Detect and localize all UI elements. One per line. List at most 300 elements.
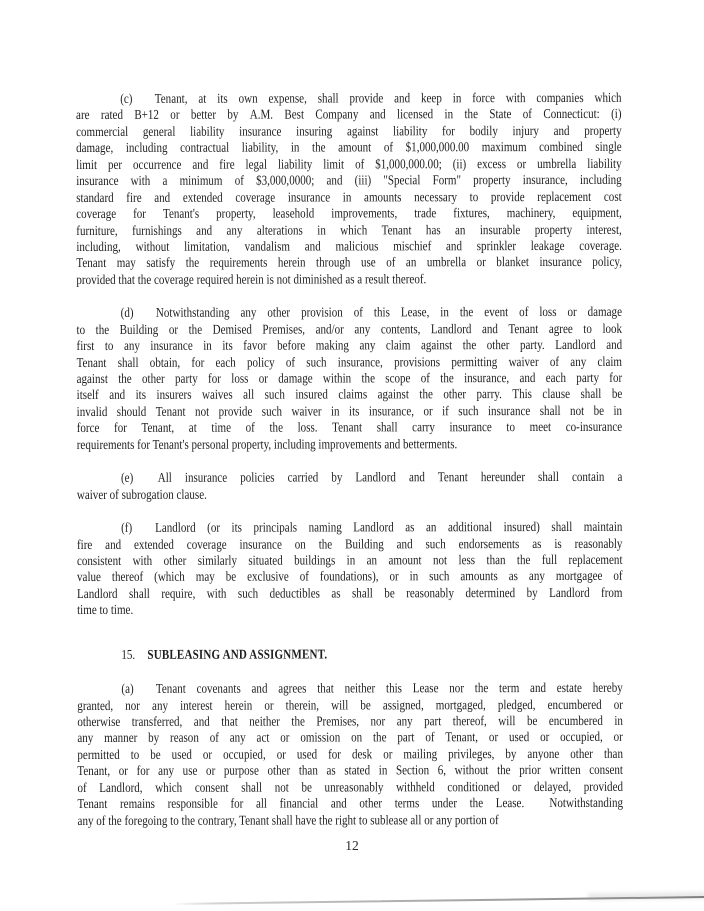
word: malicious: [335, 238, 379, 254]
word: (or: [207, 519, 221, 535]
word: as: [508, 568, 518, 584]
text-line: [76, 106, 622, 124]
word: including: [579, 172, 622, 188]
word: provision: [301, 304, 343, 320]
word: "Special: [383, 172, 421, 188]
word: Lease,: [400, 304, 430, 320]
word: and: [408, 469, 425, 485]
word: to: [469, 188, 479, 204]
word: keep: [420, 90, 442, 106]
word: unreasonably: [324, 779, 384, 795]
word: such: [458, 403, 479, 419]
word: situated: [248, 552, 283, 568]
word: be: [301, 779, 312, 795]
word: used: [171, 746, 192, 762]
word: of: [420, 370, 430, 386]
word: any: [152, 697, 169, 713]
word: of: [386, 254, 396, 270]
word: necessary: [414, 188, 458, 204]
word: licensed: [396, 106, 434, 122]
word: all: [255, 795, 268, 811]
word: other: [570, 745, 593, 761]
word: and: [519, 370, 536, 386]
word: herein: [224, 697, 253, 713]
word: consent: [194, 779, 229, 795]
word: look: [602, 320, 623, 336]
word: to: [506, 419, 516, 435]
word: responsible: [167, 795, 218, 811]
word: and: [105, 536, 122, 552]
word: Premises,: [316, 713, 360, 729]
word: hereunder: [480, 469, 526, 485]
paragraph-label: (f): [121, 519, 133, 535]
word: limit: [76, 156, 98, 172]
text-line: [77, 337, 623, 355]
word: value: [77, 569, 101, 585]
word: fixtures,: [453, 205, 490, 221]
word: maximum: [481, 139, 527, 155]
word: Notwithstanding: [549, 795, 624, 811]
word: damage: [278, 370, 313, 386]
word: making: [315, 337, 349, 353]
word: requirements: [209, 254, 268, 271]
word: cost: [603, 188, 622, 204]
word: as: [405, 519, 415, 535]
word: consistent: [76, 552, 122, 568]
word: shall: [551, 519, 573, 535]
text-line: [77, 713, 623, 731]
word: damage,: [76, 140, 114, 156]
word: expense,: [268, 90, 307, 106]
word: any: [570, 353, 587, 369]
word: or: [264, 697, 274, 713]
word: at: [198, 90, 207, 106]
word: by: [148, 730, 160, 746]
word: (i): [611, 106, 622, 122]
word: and: [481, 320, 498, 336]
word: financial: [279, 795, 319, 811]
text-line: [76, 254, 622, 272]
word: Tenant's: [162, 205, 200, 221]
word: single: [595, 139, 622, 155]
word: meet: [529, 419, 552, 435]
word: nor: [125, 697, 140, 713]
word: by: [505, 745, 517, 761]
word: B+12: [134, 107, 159, 123]
word: $1,000,000.00;: [375, 155, 442, 172]
word: obtain,: [149, 354, 181, 370]
word: Company: [315, 106, 359, 122]
word: insurers: [156, 387, 192, 403]
word: a: [617, 469, 623, 485]
word: such: [429, 568, 450, 584]
word: amounts: [364, 188, 402, 205]
word: of: [299, 568, 309, 584]
word: nor: [449, 680, 465, 696]
word: buildings: [294, 552, 336, 568]
word: contractual: [180, 139, 230, 156]
word: be: [225, 569, 237, 585]
word: or: [613, 729, 623, 745]
word: own: [238, 90, 258, 106]
word: favor: [243, 337, 267, 353]
word: part: [397, 729, 415, 745]
word: Landlord: [430, 320, 472, 336]
word: insurance: [239, 536, 282, 552]
word: the: [269, 419, 283, 435]
word: Tenant,: [445, 729, 479, 745]
word: trade: [414, 205, 437, 221]
word: in: [409, 568, 419, 584]
word: shall: [117, 354, 139, 370]
text-line: [76, 238, 622, 256]
word: not: [195, 403, 210, 419]
word: Demised: [212, 321, 252, 337]
word: general: [142, 123, 176, 139]
word: Tenant: [508, 320, 539, 336]
word: any: [226, 222, 243, 238]
word: standard: [76, 189, 114, 205]
word: for: [191, 354, 205, 370]
word: insurance: [287, 189, 331, 205]
word: be: [150, 746, 161, 762]
word: umbrella: [426, 254, 467, 270]
word: in: [613, 402, 623, 418]
word: (which: [154, 569, 185, 585]
word: used: [508, 729, 530, 745]
text-line: [77, 519, 623, 537]
word: occupied,: [223, 746, 266, 762]
word: shall: [128, 585, 150, 601]
word: waiver: [508, 353, 539, 369]
word: Notwithstanding: [155, 304, 230, 321]
word: insurance,: [337, 353, 383, 370]
word: delayed,: [533, 778, 572, 794]
word: and: [606, 336, 623, 353]
word: of: [613, 568, 623, 584]
word: other: [443, 386, 467, 402]
word: Landlord: [549, 584, 590, 600]
text-line: [77, 746, 623, 764]
word: not: [432, 552, 448, 568]
word: and: [396, 535, 413, 551]
word: Connecticut:: [543, 106, 600, 122]
word: insured): [503, 519, 540, 535]
word: such: [237, 585, 259, 601]
word: interest,: [586, 221, 622, 237]
word: full: [541, 551, 558, 567]
paragraph-label: (e): [120, 470, 134, 486]
word: in: [346, 552, 356, 568]
word: as: [532, 535, 542, 551]
word: for: [609, 369, 623, 385]
word: the: [459, 304, 474, 320]
word: and: [553, 122, 570, 138]
word: insuring: [296, 123, 333, 139]
word: time: [211, 419, 232, 436]
word: than: [486, 552, 506, 568]
word: contents,: [380, 320, 421, 337]
word: part: [424, 713, 442, 729]
word: with: [206, 585, 227, 601]
word: remains: [119, 796, 155, 812]
text-line: time to time.: [77, 602, 134, 618]
word: which: [155, 779, 183, 795]
word: Tenant: [437, 469, 468, 485]
word: an: [366, 552, 378, 568]
scan-artifact-smudge: [588, 892, 704, 899]
word: co-insurance: [565, 419, 623, 435]
word: herein: [277, 254, 306, 270]
word: fire: [76, 536, 93, 552]
word: its: [135, 387, 147, 403]
word: 6,: [437, 762, 447, 778]
word: any: [528, 568, 545, 584]
word: and: [304, 238, 321, 254]
word: insurance,: [464, 370, 510, 386]
word: Lease: [412, 680, 439, 696]
word: conditioned: [447, 778, 500, 794]
word: in: [378, 762, 388, 778]
word: amounts: [460, 568, 498, 584]
word: covenants: [196, 680, 241, 696]
word: for: [328, 746, 341, 762]
text-line: [76, 321, 622, 339]
word: carried: [287, 469, 319, 485]
word: claim: [597, 353, 623, 369]
word: minimum: [179, 172, 223, 188]
word: additional: [447, 519, 493, 535]
word: party: [576, 369, 599, 385]
section-heading: [77, 646, 623, 664]
word: be: [384, 585, 395, 601]
word: on: [351, 729, 363, 745]
word: rated: [100, 107, 123, 123]
text-line: [77, 386, 623, 404]
word: foundations),: [319, 568, 379, 584]
word: or: [118, 763, 128, 779]
word: and: [369, 106, 386, 122]
text-line: [76, 139, 622, 157]
word: A.M.: [249, 107, 274, 123]
word: policy,: [592, 254, 622, 270]
word: endorsements: [458, 535, 520, 551]
word: or: [206, 763, 216, 779]
word: the: [311, 139, 326, 155]
word: with: [505, 90, 526, 106]
word: mortgagee: [555, 568, 603, 584]
word: shall: [539, 402, 561, 418]
text-line: waiver of subrogation clause.: [76, 486, 207, 502]
word: force: [76, 420, 100, 436]
word: (iii): [354, 172, 372, 188]
word: fire: [126, 189, 142, 205]
word: property,: [216, 205, 256, 221]
word: may: [116, 255, 136, 271]
word: damage: [587, 304, 622, 320]
word: should: [116, 403, 147, 419]
word: use: [182, 763, 198, 779]
word: each: [215, 354, 236, 370]
word: by: [227, 107, 239, 123]
word: for: [230, 795, 244, 811]
word: less: [458, 552, 476, 568]
paragraph-c: [76, 90, 622, 288]
word: coverage: [235, 189, 276, 205]
word: the: [118, 370, 132, 386]
word: replacement: [537, 188, 592, 204]
word: from: [601, 584, 623, 600]
word: will: [331, 696, 349, 713]
word: without: [454, 762, 489, 778]
word: pledged,: [497, 696, 536, 712]
word: Best: [284, 106, 305, 123]
word: or: [168, 321, 179, 337]
word: its: [222, 337, 233, 353]
paragraph-e: [77, 469, 623, 503]
word: blanket: [496, 254, 529, 270]
text-line: [77, 568, 623, 586]
word: interest: [180, 697, 213, 713]
word: party.: [519, 337, 545, 353]
word: and: [530, 680, 547, 696]
word: of: [425, 729, 435, 745]
word: any: [158, 763, 175, 779]
word: exclusive: [247, 568, 289, 585]
word: insurance: [76, 173, 119, 189]
word: reasonably: [574, 535, 623, 551]
word: per: [107, 156, 123, 172]
paragraph-f: [77, 519, 623, 619]
word: or: [512, 778, 522, 794]
paragraph-label: (a): [121, 681, 134, 697]
word: provide: [349, 90, 384, 106]
word: of: [285, 354, 296, 370]
word: $3,000,0000;: [256, 172, 315, 188]
word: the: [516, 551, 531, 568]
word: against: [420, 337, 453, 353]
word: liability,: [241, 139, 279, 155]
word: against: [377, 386, 409, 402]
word: may: [195, 569, 215, 585]
word: and: [109, 387, 126, 403]
text-line: [76, 90, 622, 108]
word: insurable: [479, 221, 521, 237]
word: and: [192, 156, 209, 172]
word: on: [294, 536, 306, 552]
word: than: [298, 762, 318, 778]
word: before: [277, 337, 306, 353]
word: or: [516, 155, 527, 171]
word: through: [316, 254, 351, 270]
word: each: [545, 369, 566, 386]
word: the: [95, 321, 110, 337]
word: provide: [218, 403, 253, 419]
word: omission: [300, 729, 341, 745]
word: insurance: [449, 419, 492, 435]
word: be: [593, 402, 605, 418]
word: therein,: [285, 697, 320, 713]
word: act: [256, 730, 270, 746]
word: are: [76, 107, 90, 123]
word: which: [340, 221, 368, 237]
word: or: [423, 403, 433, 419]
word: to: [76, 321, 86, 337]
word: and: [196, 222, 213, 238]
word: of: [209, 730, 219, 746]
word: of: [549, 353, 560, 369]
word: hereby: [592, 679, 623, 696]
word: companies: [536, 89, 584, 106]
word: an: [455, 221, 466, 237]
word: the: [318, 535, 333, 551]
word: occurrence: [133, 156, 182, 172]
word: or: [202, 746, 213, 762]
text-line: [77, 535, 623, 553]
word: vandalism: [244, 238, 291, 254]
word: be: [360, 696, 371, 712]
word: Lease.: [495, 795, 525, 811]
word: if: [442, 403, 449, 419]
word: principals: [253, 519, 298, 535]
word: Section: [395, 762, 430, 778]
word: or: [280, 729, 290, 746]
word: and: [193, 713, 210, 729]
word: anyone: [527, 745, 560, 761]
word: the: [462, 337, 477, 353]
word: stated: [344, 762, 371, 778]
word: alterations: [256, 222, 303, 238]
word: this: [373, 304, 390, 320]
word: in: [330, 403, 340, 419]
word: that: [317, 680, 334, 696]
text-line: [77, 795, 623, 813]
text-line: [77, 729, 623, 747]
word: and: [394, 90, 411, 106]
word: be: [611, 386, 623, 402]
text-line: [77, 680, 623, 698]
word: and/or: [315, 321, 344, 337]
word: All: [157, 469, 172, 486]
word: the: [497, 762, 511, 778]
word: limit: [323, 156, 345, 172]
word: other: [142, 370, 165, 386]
word: satisfy: [146, 255, 176, 271]
word: This: [512, 386, 532, 402]
word: in: [440, 304, 449, 320]
word: reasonably: [406, 585, 455, 601]
word: naming: [308, 519, 342, 535]
page-number: 12: [345, 838, 359, 853]
word: limitation,: [184, 238, 230, 254]
word: commercial: [76, 123, 129, 139]
word: by: [331, 469, 343, 485]
word: such: [264, 387, 285, 403]
word: force: [472, 90, 495, 106]
word: or: [613, 696, 623, 712]
text-line: requirements for Tenant's personal property, including improvements and betterments.: [76, 435, 458, 452]
word: desk: [351, 746, 373, 762]
word: or: [488, 729, 499, 745]
word: furnishings: [132, 222, 182, 238]
word: the: [185, 255, 200, 271]
word: excess: [477, 155, 507, 171]
word: written: [549, 762, 581, 778]
word: insurance: [184, 469, 228, 485]
word: liability: [587, 155, 622, 171]
word: Tenant,: [77, 763, 111, 779]
paragraph-d: [76, 304, 622, 453]
